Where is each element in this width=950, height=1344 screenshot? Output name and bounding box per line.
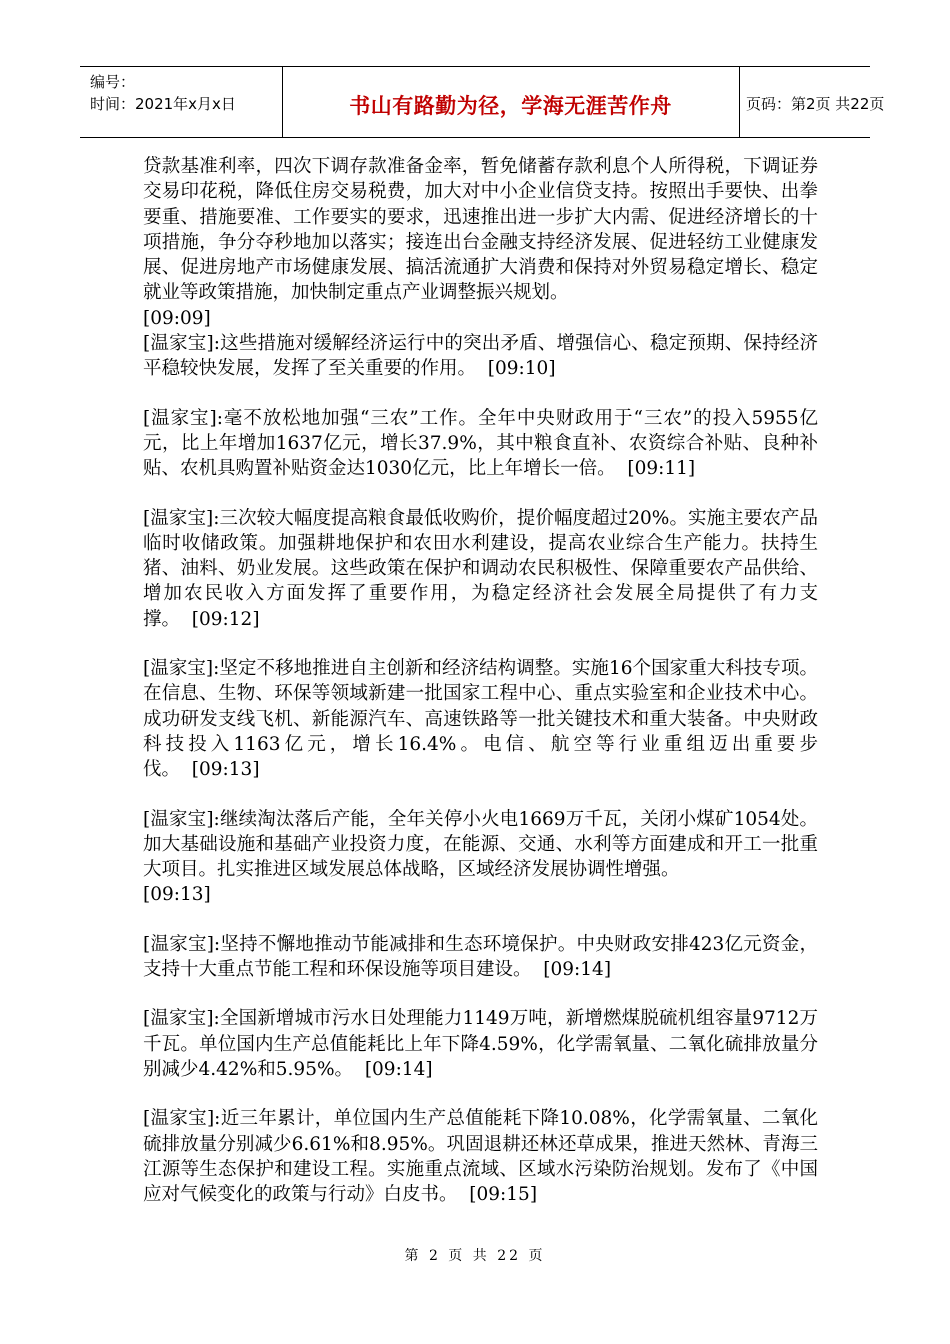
header-motto-cell <box>282 67 740 137</box>
timestamp: [09:15] <box>469 1184 538 1206</box>
paragraph <box>143 656 818 782</box>
doc-number-label: 编号： <box>90 73 136 91</box>
paragraph-text: 毫不放松地加强“三农”工作。全年中央财政用于“三农”的投入5955亿元，比上年增加1637亿元，增长37.9%，其中粮食直补、农资综合补贴、良种补贴、农机具购置补贴资金达1030亿元，比上年增长一倍。 <box>143 407 818 480</box>
timestamp: [09:13] <box>143 884 211 906</box>
paragraph-text: 坚定不移地推进自主创新和经济结构调整。实施16个国家重大科技专项。在信息、生物、环保等领域新建一批国家工程中心、重点实验室和企业技术中心。成功研发支线飞机、新能源汽车、高速铁路等一批关键技术和重大装备。中央财政科技投入1163亿元，增长16.4%。电信、航空等行业重组迈出重要步伐。 <box>143 658 819 781</box>
paragraph <box>143 331 818 382</box>
timestamp: [09:14] <box>543 959 612 981</box>
timestamp: [09:12] <box>191 608 260 630</box>
page-footer: 第 2 页 共 22 页 <box>404 1248 546 1264</box>
paragraph <box>143 406 818 482</box>
paragraph <box>143 1006 818 1082</box>
speaker-label: [温家宝]: <box>143 1108 221 1130</box>
timestamp: [09:14] <box>364 1058 433 1080</box>
speaker-label: [温家宝]: <box>143 658 220 680</box>
paragraph-text: 三次较大幅度提高粮食最低收购价，提价幅度超过20%。实施主要农产品临时收储政策。加强耕地保护和农田水利建设，提高农业综合生产能力。扶持生猪、油料、奶业发展。这些政策在保护和调动农民积极性、保障重要农产品供给、增加农民收入方面发挥了重要作用，为稳定经济社会发展全局提供了有力支撑。 <box>143 507 819 630</box>
timestamp: [09:10] <box>487 358 556 380</box>
speaker-label: [温家宝]: <box>143 1008 220 1030</box>
paragraph <box>143 154 818 331</box>
paragraph-text: 坚持不懈地推动节能减排和生态环境保护。中央财政安排423亿元资金，支持十大重点节能工程和环保设施等项目建设。 <box>143 933 818 981</box>
speaker-label: [温家宝]: <box>143 808 220 830</box>
paragraph-text: 近三年累计，单位国内生产总值能耗下降10.08%，化学需氧量、二氧化硫排放量分别减少6.61%和8.95%。巩固退耕还林还草成果，推进天然林、青海三江源等生态保护和建设工程。实施重点流域、区域水污染防治规划。发布了《中国应对气候变化的政策与行动》白皮书。 <box>143 1108 818 1206</box>
speaker-label: [温家宝]: <box>143 407 223 429</box>
paragraph-text: 贷款基准利率，四次下调存款准备金率，暂免储蓄存款利息个人所得税，下调证券交易印花税，降低住房交易税费，加大对中小企业信贷支持。按照出手要快、出拳要重、措施要准、工作要实的要求，迅速推出进一步扩大内需、促进经济增长的十项措施，争分夺秒地加以落实；接连出台金融支持经济发展、促进轻纺工业健康发展、促进房地产市场健康发展、搞活流通扩大消费和保持对外贸易稳定增长、稳定就业等政策措施，加快制定重点产业调整振兴规划。 <box>143 156 818 304</box>
header-motto: 书山有路勤为径，学海无涯苦作舟 <box>349 94 672 118</box>
paragraph-text: 这些措施对缓解经济运行中的突出矛盾、增强信心、稳定预期、保持经济平稳较快发展，发挥了至关重要的作用。 <box>143 333 818 380</box>
paragraph <box>143 932 818 983</box>
speaker-label: [温家宝]: <box>143 933 221 955</box>
timestamp: [09:13] <box>191 759 260 781</box>
paragraph <box>143 1106 818 1207</box>
paragraph-text: 全国新增城市污水日处理能力1149万吨，新增燃煤脱硫机组容量9712万千瓦。单位国内生产总值能耗比上年下降4.59%，化学需氧量、二氧化硫排放量分别减少4.42%和5.95%。 <box>143 1008 818 1080</box>
paragraph-text: 继续淘汰落后产能，全年关停小火电1669万千瓦，关闭小煤矿1054处。加大基础设施和基础产业投资力度，在能源、交通、水利等方面建成和开工一批重大项目。扎实推进区域发展总体战略，区域经济发展协调性增强。 <box>143 808 818 881</box>
header-meta-cell <box>80 67 283 137</box>
doc-date-label: 时间：2021年x月x日 <box>90 95 236 113</box>
paragraph <box>143 807 818 908</box>
page-header <box>80 66 885 138</box>
paragraph <box>143 506 818 632</box>
header-page-cell <box>740 67 885 137</box>
document-body <box>143 154 818 1231</box>
page-code-label: 页码：第2页 共22页 <box>746 95 885 113</box>
speaker-label: [温家宝]: <box>143 333 220 355</box>
speaker-label: [温家宝]: <box>143 507 220 529</box>
timestamp: [09:11] <box>627 458 696 480</box>
timestamp: [09:09] <box>143 307 211 329</box>
